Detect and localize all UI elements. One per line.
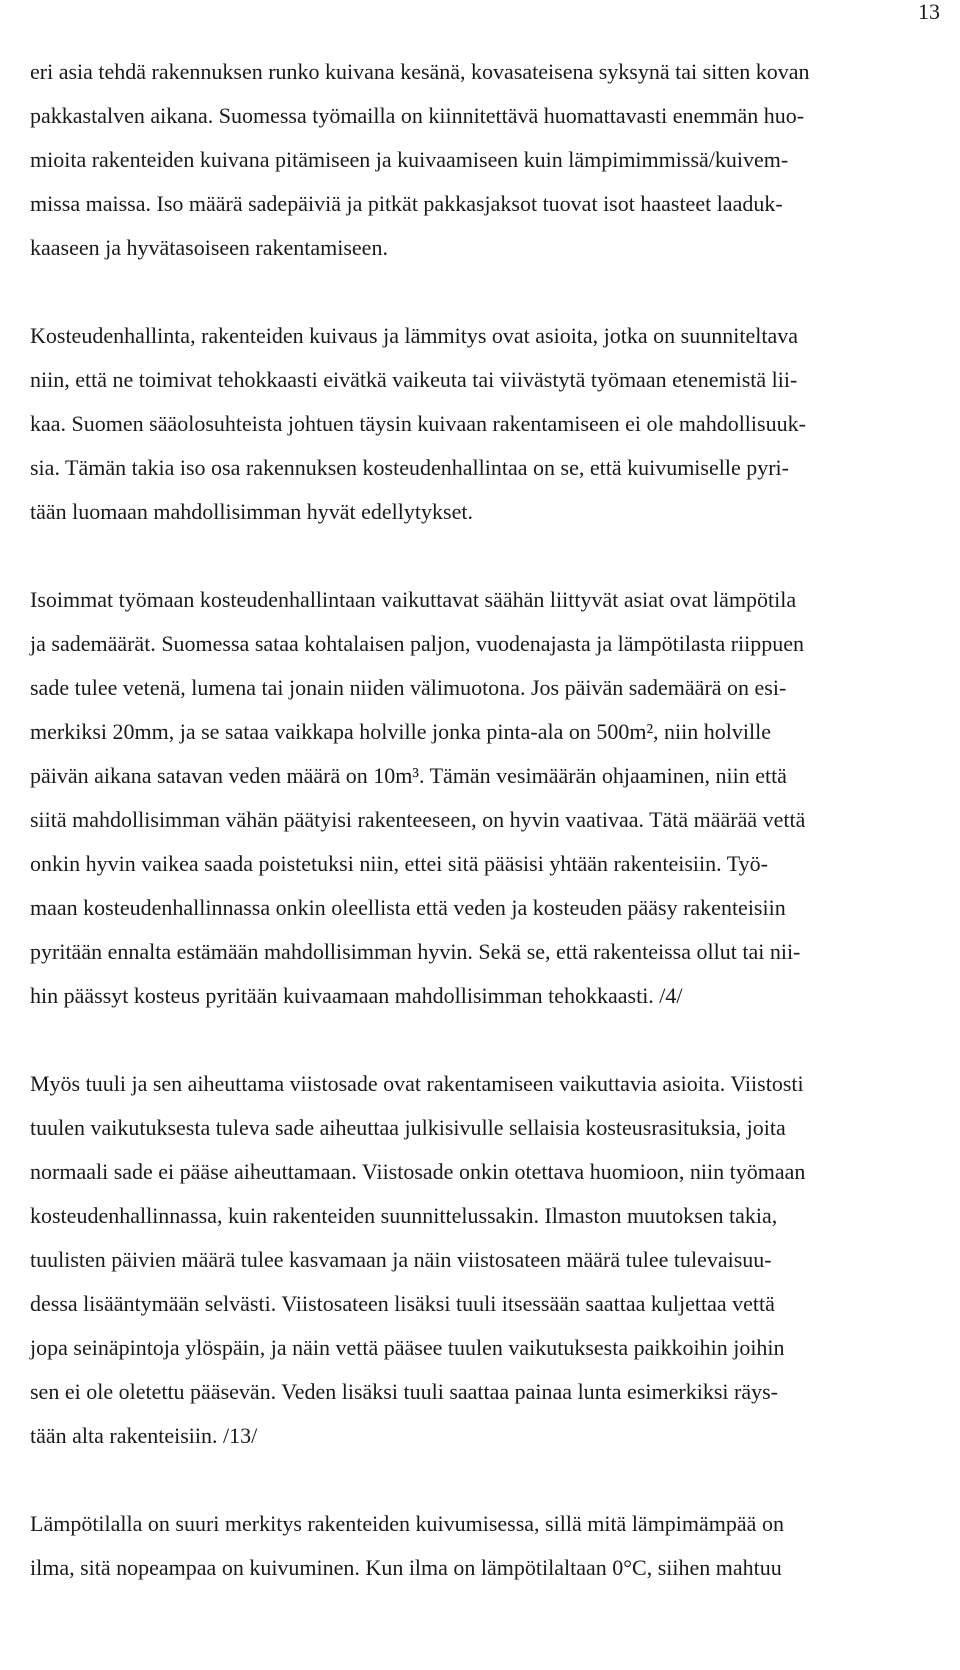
paragraph-spacer	[30, 536, 910, 580]
text-line: normaali sade ei pääse aiheuttamaan. Viistosade onkin otettava huomioon, niin työmaan	[30, 1159, 806, 1184]
text-line: Myös tuuli ja sen aiheuttama viistosade ovat rakentamiseen vaikuttavia asioita. Viistosti	[30, 1071, 804, 1096]
page-number: 13	[918, 0, 940, 24]
text-line: niin, että ne toimivat tehokkaasti eivätkä vaikeuta tai viivästytä työmaan etenemistä lii-	[30, 367, 798, 392]
paragraph-5	[30, 1504, 910, 1592]
text-line: sade tulee vetenä, lumena tai jonain niiden välimuotona. Jos päivän sademäärä on esi-	[30, 675, 787, 700]
paragraph-3	[30, 580, 910, 1020]
text-line: dessa lisääntymään selvästi. Viistosateen lisäksi tuuli itsessään saattaa kuljettaa vettä	[30, 1291, 775, 1316]
text-line: missa maissa. Iso määrä sadepäiviä ja pitkät pakkasjaksot tuovat isot haasteet laaduk-	[30, 191, 783, 216]
paragraph-4	[30, 1064, 910, 1460]
text-line: onkin hyvin vaikea saada poistetuksi niin, ettei sitä pääsisi yhtään rakenteisiin. Työ-	[30, 851, 768, 876]
paragraph-spacer	[30, 272, 910, 316]
text-line: mioita rakenteiden kuivana pitämiseen ja kuivaamiseen kuin lämpimimmissä/kuivem-	[30, 147, 789, 172]
text-line: pyritään ennalta estämään mahdollisimman hyvin. Sekä se, että rakenteissa ollut tai nii-	[30, 939, 801, 964]
paragraph-1	[30, 52, 910, 272]
text-line: sia. Tämän takia iso osa rakennuksen kosteudenhallintaa on se, että kuivumiselle pyri-	[30, 455, 789, 480]
paragraph-spacer	[30, 1020, 910, 1064]
text-line: päivän aikana satavan veden määrä on 10m³. Tämän vesimäärän ohjaaminen, niin että	[30, 763, 787, 788]
paragraph-spacer	[30, 1460, 910, 1504]
text-line: Lämpötilalla on suuri merkitys rakenteiden kuivumisessa, sillä mitä lämpimämpää on	[30, 1511, 784, 1536]
text-line: kosteudenhallinnassa, kuin rakenteiden suunnittelussakin. Ilmaston muutoksen takia,	[30, 1203, 778, 1228]
text-line: kaa. Suomen sääolosuhteista johtuen täysin kuivaan rakentamiseen ei ole mahdollisuuk-	[30, 411, 806, 436]
text-line: tuulisten päivien määrä tulee kasvamaan ja näin viistosateen määrä tulee tulevaisuu-	[30, 1247, 772, 1272]
text-line: hin päässyt kosteus pyritään kuivaamaan mahdollisimman tehokkaasti. /4/	[30, 983, 683, 1008]
text-line: Kosteudenhallinta, rakenteiden kuivaus ja lämmitys ovat asioita, jotka on suunniteltava	[30, 323, 798, 348]
text-line: tään luomaan mahdollisimman hyvät edellytykset.	[30, 499, 473, 524]
text-line: maan kosteudenhallinnassa onkin oleellista että veden ja kosteuden pääsy rakenteisiin	[30, 895, 786, 920]
text-line: eri asia tehdä rakennuksen runko kuivana kesänä, kovasateisena syksynä tai sitten kovan	[30, 59, 810, 84]
text-line: merkiksi 20mm, ja se sataa vaikkapa holville jonka pinta-ala on 500m², niin holville	[30, 719, 771, 744]
text-line: sen ei ole oletettu pääsevän. Veden lisäksi tuuli saattaa painaa lunta esimerkiksi räys-	[30, 1379, 778, 1404]
text-line: tuulen vaikutuksesta tuleva sade aiheuttaa julkisivulle sellaisia kosteusrasituksia, joita	[30, 1115, 786, 1140]
text-line: pakkastalven aikana. Suomessa työmailla on kiinnitettävä huomattavasti enemmän huo-	[30, 103, 805, 128]
document-body	[30, 52, 910, 1592]
text-line: siitä mahdollisimman vähän päätyisi rakenteeseen, on hyvin vaativaa. Tätä määrää vettä	[30, 807, 806, 832]
text-line: ja sademäärät. Suomessa sataa kohtalaisen paljon, vuodenajasta ja lämpötilasta riippuen	[30, 631, 805, 656]
paragraph-2	[30, 316, 910, 536]
text-line: Isoimmat työmaan kosteudenhallintaan vaikuttavat säähän liittyvät asiat ovat lämpötila	[30, 587, 797, 612]
text-line: ilma, sitä nopeampaa on kuivuminen. Kun ilma on lämpötilaltaan 0°C, siihen mahtuu	[30, 1555, 782, 1580]
text-line: kaaseen ja hyvätasoiseen rakentamiseen.	[30, 235, 388, 260]
text-line: tään alta rakenteisiin. /13/	[30, 1423, 258, 1448]
text-line: jopa seinäpintoja ylöspäin, ja näin vettä pääsee tuulen vaikutuksesta paikkoihin joihin	[30, 1335, 785, 1360]
